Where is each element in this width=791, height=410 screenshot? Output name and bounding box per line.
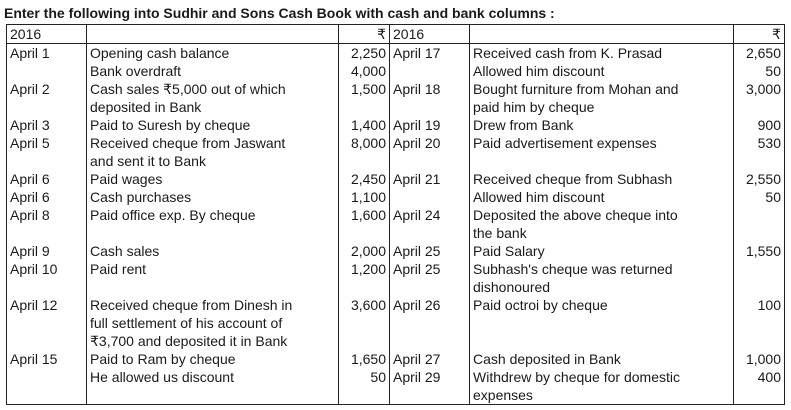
left-date-cell: April 3 bbox=[7, 116, 87, 134]
table-row bbox=[7, 62, 785, 80]
left-description-cell bbox=[87, 170, 339, 188]
right-description-cell bbox=[470, 296, 734, 350]
left-amount-cell: 50 bbox=[339, 368, 390, 405]
left-description-line: Paid wages bbox=[90, 171, 163, 187]
right-date-cell: April 25 bbox=[390, 242, 470, 260]
table-row bbox=[7, 134, 785, 170]
right-description-line: Drew from Bank bbox=[473, 117, 574, 133]
right-amount-cell bbox=[734, 260, 785, 296]
right-amount-cell: 50 bbox=[734, 188, 785, 206]
right-date-cell: April 19 bbox=[390, 116, 470, 134]
left-date-cell: April 10 bbox=[7, 260, 87, 296]
left-date-cell: April 1 bbox=[7, 44, 87, 63]
right-amount-cell: 100 bbox=[734, 296, 785, 350]
left-date-cell: April 12 bbox=[7, 296, 87, 350]
right-amount-cell: 3,000 bbox=[734, 80, 785, 116]
left-description-cell bbox=[87, 116, 339, 134]
left-date-cell bbox=[7, 62, 87, 80]
right-description-line: dishonoured bbox=[473, 279, 551, 295]
left-description-line: and sent it to Bank bbox=[90, 153, 206, 169]
right-description-line: Paid advertisement expenses bbox=[473, 135, 657, 151]
table-row bbox=[7, 170, 785, 188]
left-description-cell bbox=[87, 44, 339, 63]
right-description-line: Received cash from K. Prasad bbox=[473, 45, 663, 61]
right-date-cell: April 17 bbox=[390, 44, 470, 63]
left-description-cell bbox=[87, 296, 339, 350]
left-year-header: 2016 bbox=[7, 25, 87, 44]
right-date-cell bbox=[390, 188, 470, 206]
right-amount-cell: 1,000 bbox=[734, 350, 785, 368]
left-description-line: Cash purchases bbox=[90, 189, 192, 205]
right-description-cell bbox=[470, 170, 734, 188]
right-date-cell bbox=[390, 62, 470, 80]
right-description-line: Allowed him discount bbox=[473, 189, 605, 205]
left-description-line: Received cheque from Jaswant bbox=[90, 135, 286, 151]
left-description-line: Paid rent bbox=[90, 261, 147, 277]
left-desc-header bbox=[87, 25, 339, 44]
left-description-cell bbox=[87, 206, 339, 242]
right-description-cell bbox=[470, 116, 734, 134]
table-row bbox=[7, 368, 785, 405]
left-description-cell bbox=[87, 242, 339, 260]
left-description-cell bbox=[87, 134, 339, 170]
question-heading: Enter the following into Sudhir and Sons Cash Book with cash and bank columns : bbox=[4, 5, 555, 21]
left-amount-cell: 1,500 bbox=[339, 80, 390, 116]
left-description-cell bbox=[87, 260, 339, 296]
left-amount-cell: 2,450 bbox=[339, 170, 390, 188]
right-amount-cell: 400 bbox=[734, 368, 785, 405]
table-row bbox=[7, 206, 785, 242]
right-description-line: Cash deposited in Bank bbox=[473, 351, 621, 367]
left-date-cell: April 6 bbox=[7, 170, 87, 188]
left-description-line: ₹3,700 and deposited it in Bank bbox=[90, 333, 288, 349]
right-amount-cell: 2,550 bbox=[734, 170, 785, 188]
right-description-line: paid him by cheque bbox=[473, 99, 595, 115]
left-amount-cell: 8,000 bbox=[339, 134, 390, 170]
left-amount-cell: 1,600 bbox=[339, 206, 390, 242]
right-description-line: Received cheque from Subhash bbox=[473, 171, 673, 187]
table-header-row bbox=[7, 25, 785, 44]
right-description-cell bbox=[470, 134, 734, 170]
left-date-cell: April 6 bbox=[7, 188, 87, 206]
right-description-cell bbox=[470, 44, 734, 63]
right-description-cell bbox=[470, 242, 734, 260]
table-row bbox=[7, 296, 785, 350]
left-description-cell bbox=[87, 188, 339, 206]
left-amount-cell: 2,000 bbox=[339, 242, 390, 260]
right-description-line: expenses bbox=[473, 387, 533, 403]
left-description-line: Bank overdraft bbox=[90, 63, 182, 79]
table-row bbox=[7, 116, 785, 134]
left-amount-cell: 4,000 bbox=[339, 62, 390, 80]
left-amount-cell: 2,250 bbox=[339, 44, 390, 63]
right-amount-cell: 530 bbox=[734, 134, 785, 170]
left-description-cell bbox=[87, 350, 339, 368]
left-date-cell: April 9 bbox=[7, 242, 87, 260]
right-amount-cell: 1,550 bbox=[734, 242, 785, 260]
right-description-cell bbox=[470, 368, 734, 405]
left-description-line: full settlement of his account of bbox=[90, 315, 283, 331]
left-date-cell bbox=[7, 368, 87, 405]
left-date-cell: April 15 bbox=[7, 350, 87, 368]
left-description-line: He allowed us discount bbox=[90, 369, 234, 385]
right-amount-cell: 50 bbox=[734, 62, 785, 80]
right-description-cell bbox=[470, 260, 734, 296]
table-row bbox=[7, 350, 785, 368]
left-amount-cell: 1,400 bbox=[339, 116, 390, 134]
right-description-line: Deposited the above cheque into bbox=[473, 207, 678, 223]
left-currency-header: ₹ bbox=[339, 25, 390, 44]
table-row bbox=[7, 260, 785, 296]
right-currency-header: ₹ bbox=[734, 25, 785, 44]
right-date-cell: April 25 bbox=[390, 260, 470, 296]
left-description-cell bbox=[87, 368, 339, 405]
left-description-line: Paid office exp. By cheque bbox=[90, 207, 256, 223]
right-description-cell bbox=[470, 206, 734, 242]
right-desc-header bbox=[470, 25, 734, 44]
table-row bbox=[7, 80, 785, 116]
right-date-cell: April 24 bbox=[390, 206, 470, 242]
left-description-cell bbox=[87, 62, 339, 80]
left-date-cell: April 2 bbox=[7, 80, 87, 116]
left-date-cell: April 5 bbox=[7, 134, 87, 170]
left-amount-cell: 1,650 bbox=[339, 350, 390, 368]
right-description-line: Paid octroi by cheque bbox=[473, 297, 608, 313]
left-date-cell: April 8 bbox=[7, 206, 87, 242]
right-amount-cell: 2,650 bbox=[734, 44, 785, 63]
table-row bbox=[7, 44, 785, 63]
left-description-cell bbox=[87, 80, 339, 116]
right-description-cell bbox=[470, 350, 734, 368]
right-description-line: Allowed him discount bbox=[473, 63, 605, 79]
table-row bbox=[7, 242, 785, 260]
right-description-line: Withdrew by cheque for domestic bbox=[473, 369, 680, 385]
right-description-cell bbox=[470, 80, 734, 116]
right-description-line: Bought furniture from Mohan and bbox=[473, 81, 679, 97]
right-description-line: Paid Salary bbox=[473, 243, 545, 259]
right-date-cell: April 27 bbox=[390, 350, 470, 368]
left-description-line: deposited in Bank bbox=[90, 99, 202, 115]
right-date-cell: April 18 bbox=[390, 80, 470, 116]
left-description-line: Paid to Ram by cheque bbox=[90, 351, 236, 367]
right-description-line: Subhash's cheque was returned bbox=[473, 261, 673, 277]
right-description-cell bbox=[470, 62, 734, 80]
right-year-header: 2016 bbox=[390, 25, 470, 44]
left-amount-cell: 3,600 bbox=[339, 296, 390, 350]
right-date-cell: April 29 bbox=[390, 368, 470, 405]
left-description-line: Opening cash balance bbox=[90, 45, 230, 61]
table-row bbox=[7, 188, 785, 206]
right-date-cell: April 21 bbox=[390, 170, 470, 188]
left-amount-cell: 1,100 bbox=[339, 188, 390, 206]
right-date-cell: April 20 bbox=[390, 134, 470, 170]
left-description-line: Received cheque from Dinesh in bbox=[90, 297, 293, 313]
right-date-cell: April 26 bbox=[390, 296, 470, 350]
left-description-line: Cash sales bbox=[90, 243, 160, 259]
right-amount-cell bbox=[734, 206, 785, 242]
left-description-line: Paid to Suresh by cheque bbox=[90, 117, 251, 133]
left-amount-cell: 1,200 bbox=[339, 260, 390, 296]
right-description-cell bbox=[470, 188, 734, 206]
right-description-line: the bank bbox=[473, 225, 527, 241]
left-description-line: Cash sales ₹5,000 out of which bbox=[90, 81, 286, 97]
right-amount-cell: 900 bbox=[734, 116, 785, 134]
transactions-table bbox=[6, 24, 785, 405]
